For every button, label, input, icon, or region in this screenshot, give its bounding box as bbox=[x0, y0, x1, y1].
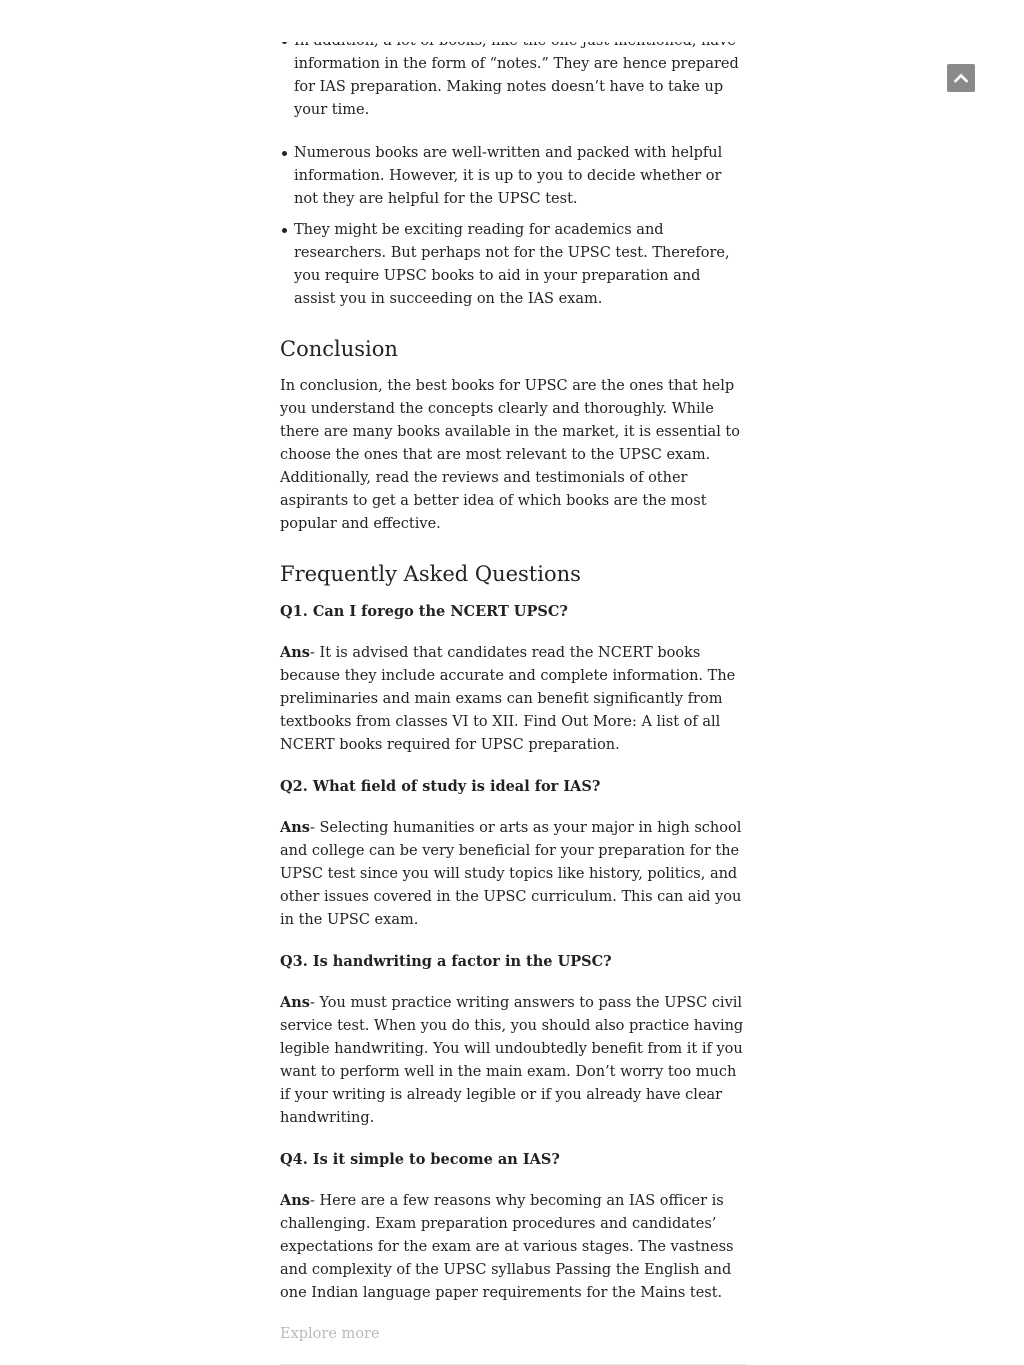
bullet-list bbox=[280, 30, 746, 311]
list-item: Numerous books are well-written and packed with helpful information. However, it is up to you to decide whether or not they are helpful for the UPSC test. bbox=[294, 142, 746, 211]
faq-question: Q4. Is it simple to become an IAS? bbox=[280, 1151, 560, 1168]
faq-answer bbox=[280, 641, 746, 757]
list-item: information in the form of “notes.” They are hence prepared for IAS preparation. Making notes doesn’t have to take up your time. bbox=[294, 30, 746, 122]
faq-answer bbox=[280, 991, 746, 1130]
ans-label: Ans bbox=[280, 994, 310, 1011]
faq-answer-text: - You must practice writing answers to pass the UPSC civil service test. When you do this, you should also practice having legible handwriting. You will undoubtedly benefit from it if you want to perform well in the main exam. Don’t worry too much if your writing is already legible or if you already have clear handwriting. bbox=[280, 995, 744, 1126]
faq-heading: Frequently Asked Questions bbox=[280, 562, 581, 586]
faq-answer bbox=[280, 1189, 746, 1305]
ans-label: Ans bbox=[280, 1192, 310, 1209]
ans-label: Ans bbox=[280, 819, 310, 836]
conclusion-text: In conclusion, the best books for UPSC are the ones that help you understand the concepts clearly and thoroughly. While there are many books available in the market, it is essential to choose the ones that are most relevant to the UPSC exam. Additionally, read the reviews and testimonials of other aspirants to get a better idea of which books are the most popular and effective. bbox=[280, 378, 740, 532]
faq-answer-text: - Selecting humanities or arts as your major in high school and college can be very beneficial for your preparation for the UPSC test since you will study topics like history, politics, and other issues covered in the UPSC curriculum. This can aid you in the UPSC exam. bbox=[280, 820, 742, 928]
faq-answer bbox=[280, 816, 746, 932]
chevron-up-icon bbox=[954, 73, 968, 83]
list-item: They might be exciting reading for academics and researchers. But perhaps not for the UPSC test. Therefore, you require UPSC books to aid in your preparation and assist you in succeeding on the IAS exam. bbox=[294, 219, 746, 311]
article-content bbox=[280, 30, 746, 1365]
explore-more-link[interactable]: Explore more bbox=[280, 1326, 380, 1342]
back-to-top-button[interactable] bbox=[947, 64, 975, 92]
faq-question: Q2. What field of study is ideal for IAS? bbox=[280, 778, 601, 795]
faq-question: Q3. Is handwriting a factor in the UPSC? bbox=[280, 953, 612, 970]
faq-answer-text: - Here are a few reasons why becoming an IAS officer is challenging. Exam preparation procedures and candidates’ expectations for the exam are at various stages. The vastness and complexity of the UPSC syllabus Passing the English and one Indian language paper requirements for the Mains test. bbox=[280, 1193, 734, 1301]
ans-label: Ans bbox=[280, 644, 310, 661]
faq-answer-text: - It is advised that candidates read the NCERT books because they include accurate and complete information. The preliminaries and main exams can benefit significantly from textbooks from classes VI to XII. Find Out More: A list of all NCERT books required for UPSC preparation. bbox=[280, 645, 736, 753]
scroll-clip-overlay bbox=[0, 0, 1024, 42]
faq-question: Q1. Can I forego the NCERT UPSC? bbox=[280, 603, 568, 620]
conclusion-heading: Conclusion bbox=[280, 337, 398, 361]
